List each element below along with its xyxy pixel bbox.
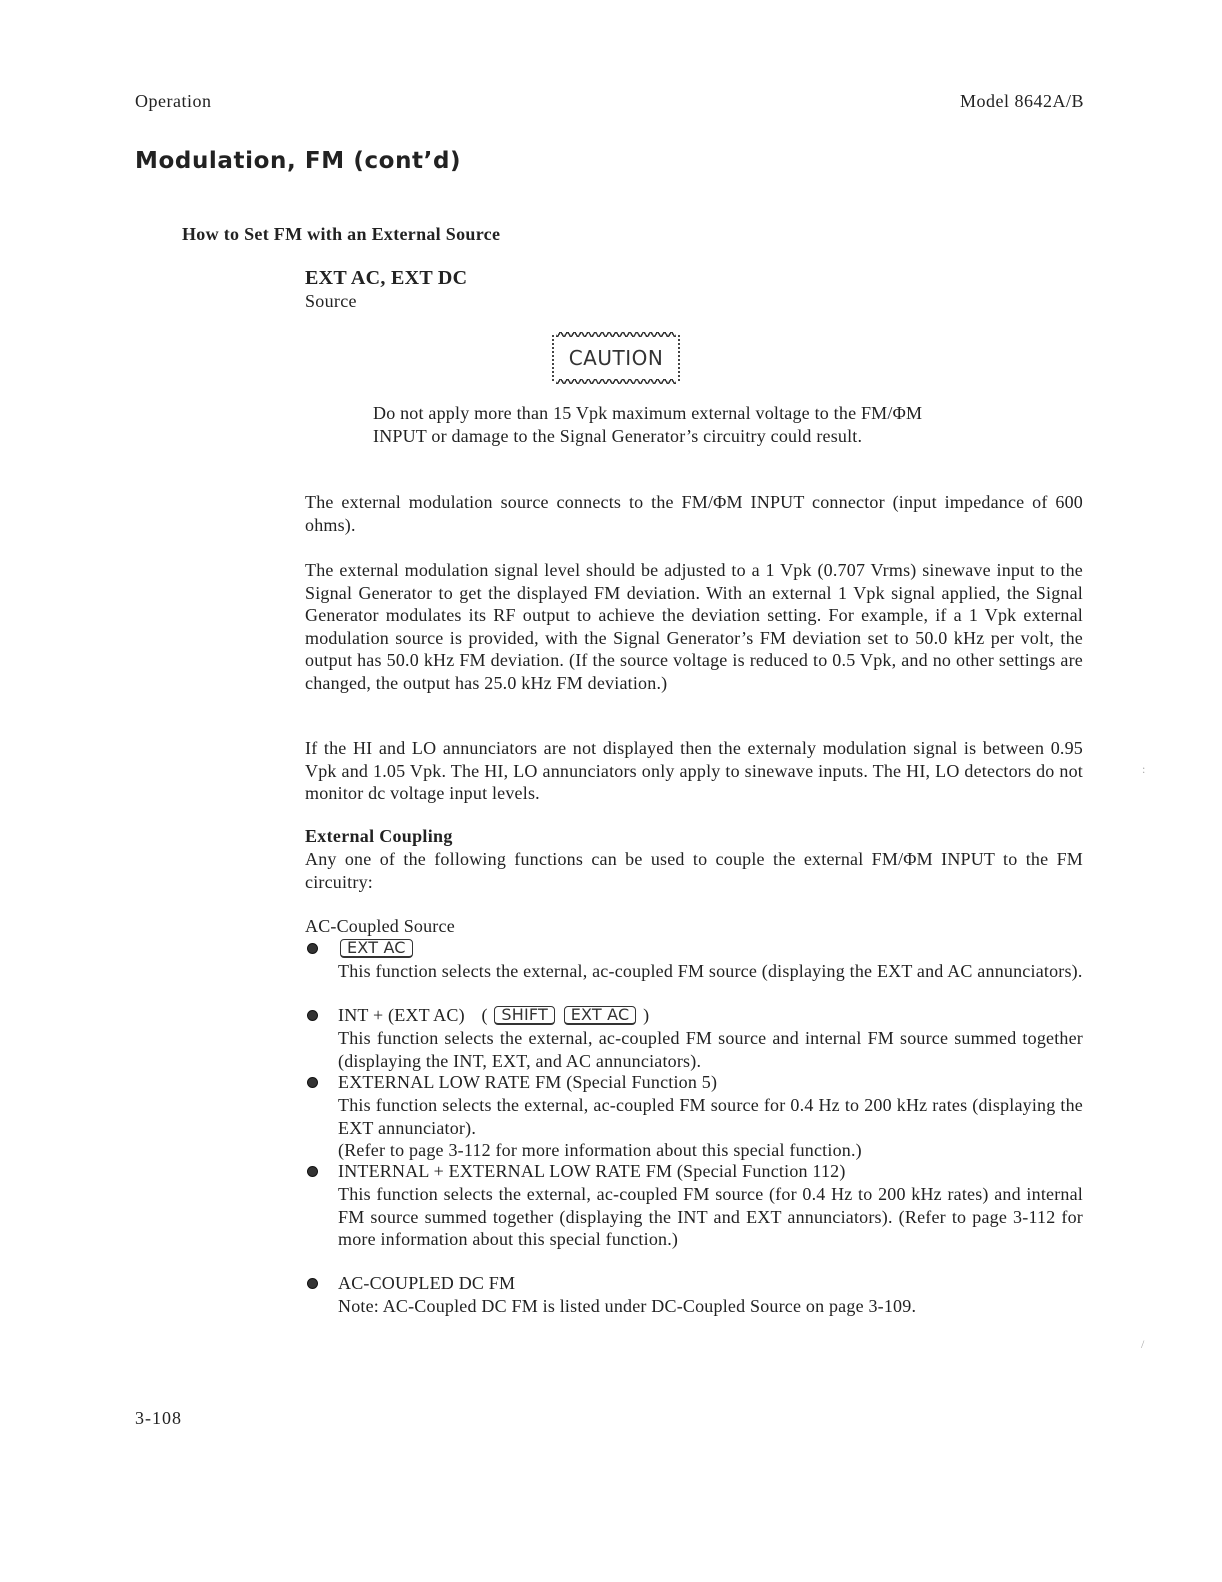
list-item-desc: This function selects the external, ac-coupled FM source and internal FM source summed together (displaying the INT, EXT, and AC annunciators). [338, 1028, 1083, 1071]
bullet-icon [307, 1010, 318, 1021]
list-item-title: EXTERNAL LOW RATE FM (Special Function 5) [338, 1072, 718, 1092]
bullet-icon [307, 1166, 318, 1177]
caution-label: CAUTION [568, 346, 664, 370]
ac-coupled-heading: AC-Coupled Source [305, 916, 455, 936]
source-label-line1: EXT AC, EXT DC [305, 267, 468, 289]
list-item-desc: Note: AC-Coupled DC FM is listed under DC-Coupled Source on page 3-109. [338, 1296, 917, 1316]
bullet-icon [307, 943, 318, 954]
source-label-line2: Source [305, 291, 357, 311]
ext-ac-key[interactable]: EXT AC [564, 1006, 637, 1025]
margin-mark: : [1142, 762, 1146, 776]
caution-box [552, 335, 680, 381]
list-item-desc: This function selects the external, ac-coupled FM source for 0.4 Hz to 200 kHz rates (displaying the EXT annunciator). [338, 1095, 1083, 1138]
bullet-icon [307, 1278, 318, 1289]
margin-mark: / [1141, 1337, 1145, 1351]
external-coupling-heading: External Coupling [305, 826, 453, 846]
int-ext-ac-label: INT + (EXT AC) [338, 1005, 465, 1025]
external-coupling-intro: Any one of the following functions can be used to couple the external FM/ΦM INPUT to the FM circuitry: [305, 849, 1083, 892]
list-item-title: INTERNAL + EXTERNAL LOW RATE FM (Special Function 112) [338, 1161, 846, 1181]
list-item-title: AC-COUPLED DC FM [338, 1273, 516, 1293]
paragraph-signal-level: The external modulation signal level should be adjusted to a 1 Vpk (0.707 Vrms) sinewave input to the Signal Generator to get the displayed FM deviation. With an external 1 Vpk signal applied, the Signal Generator modulates its RF output to achieve the deviation setting. For example, if a 1 Vpk external modulation source is provided, with the Signal Generator’s FM deviation set to 50.0 kHz per volt, the output has 50.0 kHz FM deviation. (If the source voltage is reduced to 0.5 Vpk, and no other settings are changed, the output has 25.0 kHz FM deviation.) [305, 560, 1083, 693]
paragraph-input-connector: The external modulation source connects to the FM/ΦM INPUT connector (input impedance of 600 ohms). [305, 492, 1083, 535]
paragraph-hi-lo-annunciators: If the HI and LO annunciators are not displayed then the externaly modulation signal is between 0.95 Vpk and 1.05 Vpk. The HI, LO annunciators only apply to sinewave inputs. The HI, LO detectors do not monitor dc voltage input levels. [305, 738, 1083, 803]
paren-close: ) [643, 1005, 650, 1025]
list-item-title [338, 1004, 649, 1027]
page-title: Modulation, FM (cont’d) [135, 148, 462, 174]
page-number: 3-108 [135, 1408, 182, 1428]
running-header-right: Model 8642A/B [959, 91, 1084, 111]
source-label [305, 267, 467, 312]
caution-text: Do not apply more than 15 Vpk maximum external voltage to the FM/ΦM INPUT or damage to the Signal Generator’s circuitry could result. [373, 403, 923, 446]
list-item-desc: This function selects the external, ac-coupled FM source (for 0.4 Hz to 200 kHz rates) and internal FM source summed together (displaying the INT and EXT annunciators). (Refer to page 3-112 for more information about this special function.) [338, 1184, 1083, 1249]
list-item-title [338, 937, 415, 960]
section-heading: How to Set FM with an External Source [182, 224, 501, 244]
paren-open: ( [481, 1005, 488, 1025]
list-item-ref: (Refer to page 3-112 for more information about this special function.) [338, 1140, 862, 1160]
list-item-desc: This function selects the external, ac-coupled FM source (displaying the EXT and AC annunciators). [338, 961, 1083, 981]
bullet-icon [307, 1077, 318, 1088]
ext-ac-key[interactable]: EXT AC [340, 939, 413, 958]
shift-key[interactable]: SHIFT [494, 1006, 555, 1025]
running-header-left: Operation [135, 91, 212, 111]
